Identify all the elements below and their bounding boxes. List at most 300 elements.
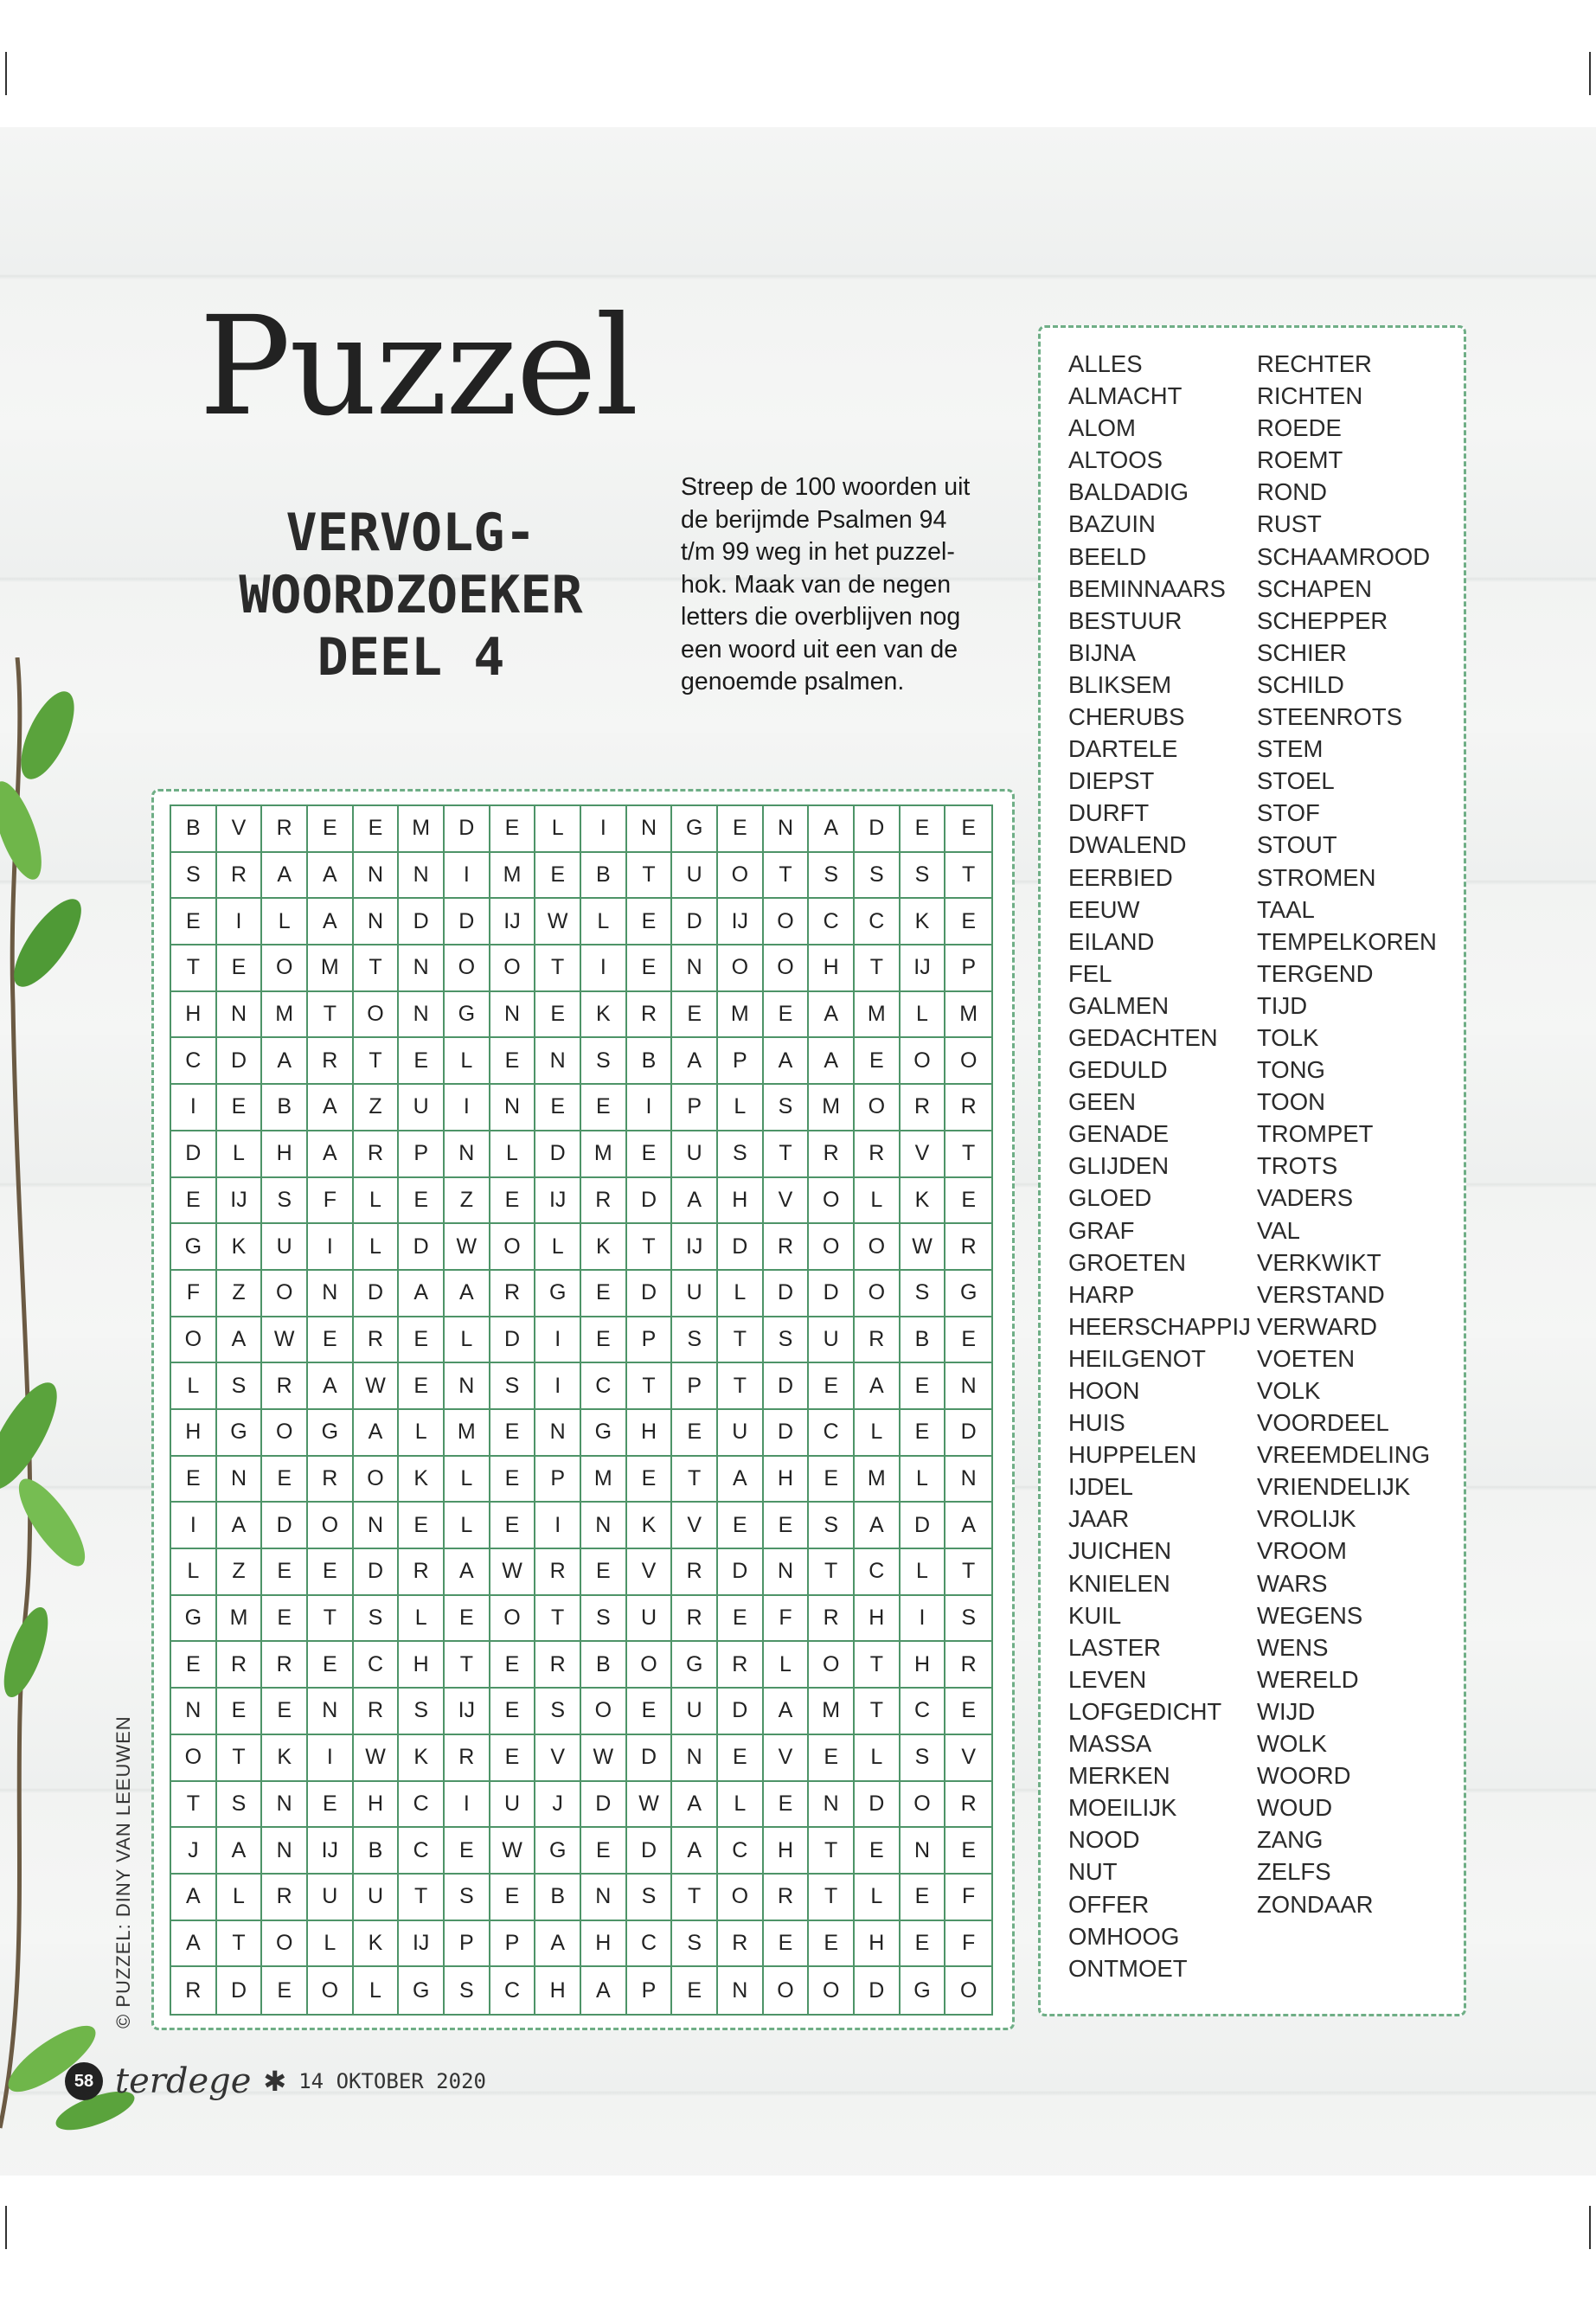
grid-cell: S <box>490 1363 536 1410</box>
grid-cell: A <box>445 1271 490 1317</box>
grid-cell: A <box>262 1038 308 1085</box>
grid-cell: L <box>901 992 946 1039</box>
grid-cell: U <box>672 853 718 900</box>
grid-cell: L <box>399 1596 445 1643</box>
grid-cell: C <box>171 1038 217 1085</box>
grid-cell: A <box>809 1038 855 1085</box>
grid-cell: R <box>217 853 263 900</box>
grid-cell: O <box>262 1410 308 1457</box>
grid-cell: L <box>354 1178 400 1225</box>
grid-cell: S <box>672 1921 718 1968</box>
word-list-item: WEGENS <box>1257 1601 1363 1629</box>
grid-cell: O <box>262 1921 308 1968</box>
grid-cell: H <box>171 992 217 1039</box>
grid-cell: A <box>945 1503 991 1549</box>
grid-cell: R <box>399 1549 445 1596</box>
grid-cell: F <box>764 1596 810 1643</box>
grid-cell: S <box>535 1689 581 1735</box>
grid-cell: N <box>581 1503 627 1549</box>
word-list-item: KNIELEN <box>1068 1569 1170 1597</box>
word-list-item: TOLK <box>1257 1023 1319 1051</box>
word-list-item: GROETEN <box>1068 1248 1186 1276</box>
grid-cell: S <box>901 1735 946 1782</box>
grid-cell: O <box>581 1689 627 1735</box>
word-list-item: WENS <box>1257 1633 1329 1661</box>
grid-cell: E <box>627 1131 673 1178</box>
grid-cell: W <box>901 1224 946 1271</box>
issue-date: 14 OKTOBER 2020 <box>298 2069 486 2093</box>
grid-cell: A <box>308 1085 354 1131</box>
grid-cell: D <box>855 806 901 853</box>
grid-cell: N <box>308 1689 354 1735</box>
grid-cell: L <box>535 806 581 853</box>
grid-cell: E <box>764 992 810 1039</box>
grid-cell: D <box>855 1782 901 1829</box>
grid-cell: G <box>672 1642 718 1689</box>
grid-cell: K <box>627 1503 673 1549</box>
grid-cell: D <box>809 1271 855 1317</box>
grid-cell: IJ <box>217 1178 263 1225</box>
grid-cell: O <box>718 853 764 900</box>
grid-cell: I <box>581 945 627 992</box>
grid-cell: R <box>672 1596 718 1643</box>
grid-cell: IJ <box>308 1828 354 1875</box>
word-list-column-2 <box>1257 348 1437 1920</box>
word-list-item: ALLES <box>1068 350 1143 377</box>
grid-cell: E <box>399 1038 445 1085</box>
grid-cell: G <box>217 1410 263 1457</box>
grid-cell: R <box>262 1642 308 1689</box>
grid-cell: H <box>901 1642 946 1689</box>
word-list-item: BESTUUR <box>1068 606 1183 634</box>
grid-cell: E <box>901 806 946 853</box>
word-list-item: KUIL <box>1068 1601 1122 1629</box>
word-list-item: VOLK <box>1257 1377 1321 1404</box>
grid-cell: D <box>535 1131 581 1178</box>
word-list-item: ONTMOET <box>1068 1954 1188 1982</box>
grid-cell: T <box>535 1596 581 1643</box>
word-list-item: TROMPET <box>1257 1120 1374 1148</box>
word-list-item: GEEN <box>1068 1088 1136 1116</box>
grid-cell: N <box>764 1549 810 1596</box>
grid-cell: R <box>855 1317 901 1364</box>
grid-cell: R <box>855 1131 901 1178</box>
grid-cell: E <box>490 1038 536 1085</box>
word-list-item: TONG <box>1257 1056 1325 1084</box>
grid-cell: G <box>945 1271 991 1317</box>
grid-cell: E <box>581 1828 627 1875</box>
word-list-item: ALTOOS <box>1068 446 1163 474</box>
grid-cell: W <box>581 1735 627 1782</box>
grid-cell: U <box>354 1875 400 1921</box>
grid-cell: N <box>764 806 810 853</box>
word-list-item: GRAF <box>1068 1216 1135 1244</box>
grid-cell: O <box>718 945 764 992</box>
grid-cell: N <box>490 992 536 1039</box>
word-list-item: OMHOOG <box>1068 1922 1180 1950</box>
grid-cell: R <box>308 1457 354 1503</box>
grid-cell: C <box>809 1410 855 1457</box>
grid-cell: P <box>399 1131 445 1178</box>
grid-cell: U <box>490 1782 536 1829</box>
grid-cell: T <box>855 945 901 992</box>
grid-cell: E <box>901 1410 946 1457</box>
grid-cell: O <box>308 1503 354 1549</box>
grid-cell: U <box>672 1689 718 1735</box>
grid-cell: A <box>672 1828 718 1875</box>
grid-cell: L <box>308 1921 354 1968</box>
grid-cell: N <box>217 992 263 1039</box>
grid-cell: G <box>581 1410 627 1457</box>
grid-cell: W <box>490 1828 536 1875</box>
intro-text <box>681 471 975 699</box>
grid-cell: S <box>901 853 946 900</box>
grid-cell: T <box>308 1596 354 1643</box>
grid-cell: D <box>354 1549 400 1596</box>
grid-cell: O <box>809 1224 855 1271</box>
grid-cell: E <box>399 1363 445 1410</box>
word-list-item: ZANG <box>1257 1826 1324 1854</box>
grid-cell: C <box>718 1828 764 1875</box>
grid-cell: E <box>945 899 991 945</box>
separator-star-icon: ✱ <box>263 2066 287 2097</box>
grid-cell: K <box>581 1224 627 1271</box>
word-list-item: SCHILD <box>1257 670 1344 698</box>
grid-cell: C <box>399 1782 445 1829</box>
word-list-item: BEMINNAARS <box>1068 574 1226 602</box>
grid-cell: D <box>718 1689 764 1735</box>
leaf-branch-illustration <box>0 657 173 2171</box>
word-list-item: VROOM <box>1257 1537 1347 1565</box>
word-list-item: GLOED <box>1068 1184 1152 1212</box>
grid-cell: C <box>855 1549 901 1596</box>
grid-cell: A <box>535 1921 581 1968</box>
puzzle-subtitle <box>156 502 666 689</box>
grid-cell: C <box>354 1642 400 1689</box>
grid-cell: N <box>354 1503 400 1549</box>
grid-cell: N <box>354 853 400 900</box>
word-list-item: HUIS <box>1068 1409 1125 1437</box>
grid-cell: A <box>217 1317 263 1364</box>
grid-cell: C <box>901 1689 946 1735</box>
grid-cell: O <box>855 1224 901 1271</box>
grid-cell: S <box>809 853 855 900</box>
grid-cell: P <box>672 1085 718 1131</box>
intro-line: een woord uit een van de <box>681 635 958 663</box>
word-list-item: ROEMT <box>1257 446 1343 474</box>
grid-cell: E <box>809 1921 855 1968</box>
grid-cell: R <box>718 1921 764 1968</box>
grid-cell: G <box>672 806 718 853</box>
word-list-item: VRIENDELIJK <box>1257 1473 1411 1501</box>
word-list-item: EERBIED <box>1068 863 1173 891</box>
grid-cell: R <box>535 1642 581 1689</box>
grid-cell: M <box>399 806 445 853</box>
grid-cell: K <box>217 1224 263 1271</box>
grid-cell: R <box>627 992 673 1039</box>
grid-cell: T <box>855 1689 901 1735</box>
grid-cell: L <box>855 1178 901 1225</box>
word-list-item: TROTS <box>1257 1152 1338 1180</box>
grid-cell: D <box>718 1549 764 1596</box>
word-list-item: HARP <box>1068 1280 1135 1308</box>
grid-cell: E <box>945 1317 991 1364</box>
grid-cell: P <box>490 1921 536 1968</box>
grid-cell: M <box>581 1457 627 1503</box>
grid-cell: H <box>809 945 855 992</box>
grid-cell: R <box>764 1875 810 1921</box>
grid-cell: U <box>262 1224 308 1271</box>
grid-cell: G <box>171 1224 217 1271</box>
grid-cell: B <box>581 1642 627 1689</box>
word-list-item: HOON <box>1068 1377 1140 1404</box>
grid-cell: A <box>718 1457 764 1503</box>
grid-cell: D <box>627 1271 673 1317</box>
grid-cell: H <box>764 1828 810 1875</box>
grid-cell: R <box>535 1549 581 1596</box>
grid-cell: R <box>809 1131 855 1178</box>
grid-cell: T <box>627 1224 673 1271</box>
grid-cell: E <box>764 1921 810 1968</box>
word-list-item: RECHTER <box>1257 350 1372 377</box>
grid-cell: O <box>490 945 536 992</box>
grid-cell: P <box>718 1038 764 1085</box>
grid-cell: K <box>399 1457 445 1503</box>
grid-cell: L <box>718 1085 764 1131</box>
grid-cell: Z <box>445 1178 490 1225</box>
grid-cell: N <box>627 806 673 853</box>
grid-cell: L <box>217 1875 263 1921</box>
grid-cell: O <box>809 1178 855 1225</box>
word-list-item: VERSTAND <box>1257 1280 1385 1308</box>
grid-cell: H <box>627 1410 673 1457</box>
page-number: 58 <box>65 2062 103 2100</box>
grid-cell: E <box>490 1410 536 1457</box>
grid-cell: B <box>535 1875 581 1921</box>
grid-cell: R <box>945 1642 991 1689</box>
grid-cell: E <box>627 899 673 945</box>
word-list-item: DURFT <box>1068 799 1150 827</box>
grid-cell: E <box>855 1828 901 1875</box>
grid-cell: A <box>308 853 354 900</box>
grid-cell: P <box>945 945 991 992</box>
grid-cell: S <box>581 1596 627 1643</box>
grid-cell: C <box>399 1828 445 1875</box>
grid-cell: R <box>945 1224 991 1271</box>
grid-cell: O <box>490 1224 536 1271</box>
word-list-item: BLIKSEM <box>1068 670 1172 698</box>
grid-cell: S <box>855 853 901 900</box>
grid-cell: R <box>354 1689 400 1735</box>
grid-cell: O <box>354 992 400 1039</box>
grid-cell: K <box>901 1178 946 1225</box>
grid-cell: E <box>262 1549 308 1596</box>
grid-cell: D <box>901 1503 946 1549</box>
grid-cell: I <box>535 1503 581 1549</box>
grid-cell: H <box>855 1921 901 1968</box>
word-list-item: BIJNA <box>1068 638 1136 666</box>
word-list-item: STEM <box>1257 735 1324 763</box>
grid-cell: V <box>764 1735 810 1782</box>
grid-cell: S <box>764 1085 810 1131</box>
grid-cell: E <box>262 1967 308 2014</box>
word-list-item: WARS <box>1257 1569 1328 1597</box>
grid-cell: D <box>627 1828 673 1875</box>
word-list-item: MASSA <box>1068 1730 1152 1758</box>
grid-cell: E <box>308 1317 354 1364</box>
grid-cell: E <box>672 992 718 1039</box>
grid-cell: T <box>672 1875 718 1921</box>
grid-cell: T <box>718 1363 764 1410</box>
word-list-item: VROLIJK <box>1257 1505 1356 1533</box>
grid-cell: A <box>581 1967 627 2014</box>
grid-cell: N <box>354 899 400 945</box>
grid-cell: W <box>354 1735 400 1782</box>
word-list-item: RUST <box>1257 510 1322 538</box>
grid-cell: A <box>354 1410 400 1457</box>
grid-cell: R <box>262 806 308 853</box>
grid-cell: N <box>809 1782 855 1829</box>
grid-cell: T <box>718 1317 764 1364</box>
subtitle-line: VERVOLG- <box>285 503 536 563</box>
grid-cell: L <box>764 1642 810 1689</box>
grid-cell: W <box>535 899 581 945</box>
grid-cell: O <box>354 1457 400 1503</box>
grid-cell: H <box>262 1131 308 1178</box>
grid-cell: O <box>945 1038 991 1085</box>
grid-cell: R <box>718 1642 764 1689</box>
word-list-item: FEL <box>1068 959 1112 987</box>
grid-cell: C <box>490 1967 536 2014</box>
grid-cell: O <box>490 1596 536 1643</box>
grid-cell: O <box>262 1271 308 1317</box>
grid-cell: H <box>535 1967 581 2014</box>
grid-cell: E <box>171 899 217 945</box>
word-list-item: ALOM <box>1068 414 1136 442</box>
grid-cell: E <box>399 1503 445 1549</box>
grid-cell: L <box>535 1224 581 1271</box>
grid-cell: E <box>901 1875 946 1921</box>
grid-cell: N <box>171 1689 217 1735</box>
grid-cell: A <box>308 1363 354 1410</box>
grid-cell: I <box>171 1503 217 1549</box>
grid-cell: L <box>445 1038 490 1085</box>
grid-cell: R <box>354 1131 400 1178</box>
grid-cell: O <box>764 1967 810 2014</box>
grid-cell: C <box>855 899 901 945</box>
grid-cell: A <box>171 1875 217 1921</box>
word-list-item: WOLK <box>1257 1730 1327 1758</box>
grid-cell: M <box>490 853 536 900</box>
grid-cell: E <box>490 1457 536 1503</box>
grid-cell: L <box>581 899 627 945</box>
grid-cell: L <box>445 1457 490 1503</box>
grid-cell: E <box>490 1689 536 1735</box>
word-list-item: HUPPELEN <box>1068 1441 1197 1469</box>
grid-cell: E <box>718 806 764 853</box>
grid-cell: T <box>399 1875 445 1921</box>
grid-cell: L <box>855 1410 901 1457</box>
grid-cell: O <box>855 1085 901 1131</box>
grid-cell: E <box>945 1828 991 1875</box>
grid-cell: H <box>581 1921 627 1968</box>
grid-cell: L <box>490 1131 536 1178</box>
grid-cell: T <box>809 1549 855 1596</box>
word-list-item: BALDADIG <box>1068 478 1189 506</box>
grid-cell: K <box>262 1735 308 1782</box>
grid-cell: T <box>308 992 354 1039</box>
grid-cell: T <box>855 1642 901 1689</box>
grid-cell: N <box>399 992 445 1039</box>
grid-cell: B <box>171 806 217 853</box>
grid-cell: H <box>354 1782 400 1829</box>
word-list-item: OFFER <box>1068 1890 1150 1918</box>
grid-cell: E <box>308 1642 354 1689</box>
grid-cell: L <box>855 1735 901 1782</box>
word-list-item: IJDEL <box>1068 1473 1133 1501</box>
grid-cell: H <box>764 1457 810 1503</box>
grid-cell: N <box>490 1085 536 1131</box>
grid-cell: S <box>399 1689 445 1735</box>
grid-cell: R <box>262 1363 308 1410</box>
grid-cell: N <box>262 1782 308 1829</box>
grid-cell: R <box>354 1317 400 1364</box>
grid-cell: K <box>581 992 627 1039</box>
grid-cell: I <box>217 899 263 945</box>
grid-cell: P <box>627 1317 673 1364</box>
grid-cell: R <box>490 1271 536 1317</box>
grid-cell: V <box>627 1549 673 1596</box>
grid-cell: D <box>217 1038 263 1085</box>
grid-cell: D <box>354 1271 400 1317</box>
subtitle-line: WOORDZOEKER <box>239 565 583 625</box>
grid-cell: A <box>445 1549 490 1596</box>
grid-cell: E <box>217 1085 263 1131</box>
grid-cell: G <box>535 1271 581 1317</box>
grid-cell: T <box>171 945 217 992</box>
grid-cell: I <box>308 1735 354 1782</box>
word-list-item: JAAR <box>1068 1505 1130 1533</box>
crop-mark <box>1589 52 1591 95</box>
grid-cell: N <box>308 1271 354 1317</box>
grid-cell: T <box>217 1735 263 1782</box>
grid-cell: S <box>354 1596 400 1643</box>
word-list-item: LASTER <box>1068 1633 1161 1661</box>
grid-cell: R <box>308 1038 354 1085</box>
grid-cell: E <box>399 1317 445 1364</box>
grid-cell: R <box>945 1782 991 1829</box>
grid-cell: R <box>581 1178 627 1225</box>
grid-cell: D <box>490 1317 536 1364</box>
grid-cell: I <box>171 1085 217 1131</box>
subtitle-line: DEEL 4 <box>317 627 505 688</box>
grid-cell: D <box>627 1178 673 1225</box>
word-list-item: LEVEN <box>1068 1665 1147 1693</box>
word-list-item: NUT <box>1068 1858 1118 1886</box>
word-list-item: DIEPST <box>1068 767 1155 795</box>
grid-cell: D <box>581 1782 627 1829</box>
grid-cell: U <box>809 1317 855 1364</box>
grid-cell: M <box>217 1596 263 1643</box>
grid-cell: E <box>672 1410 718 1457</box>
grid-cell: E <box>535 1085 581 1131</box>
grid-cell: B <box>581 853 627 900</box>
grid-cell: E <box>490 1503 536 1549</box>
word-list-item: STEENROTS <box>1257 703 1403 731</box>
grid-cell: R <box>445 1735 490 1782</box>
grid-cell: E <box>581 1085 627 1131</box>
grid-cell: E <box>490 1642 536 1689</box>
